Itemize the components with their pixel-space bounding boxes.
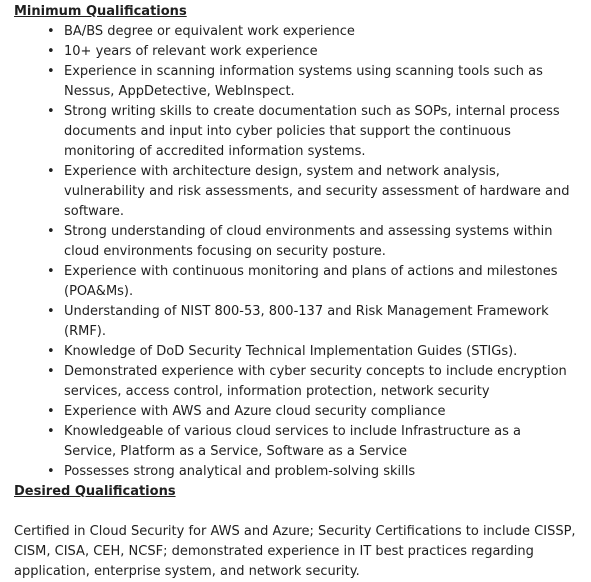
list-item	[47, 222, 591, 262]
list-item	[47, 22, 591, 42]
bullet-icon: •	[47, 24, 55, 39]
list-item	[47, 402, 591, 422]
bullet-icon: •	[47, 344, 55, 359]
list-item	[47, 102, 591, 162]
list-item	[47, 262, 591, 302]
minimum-qualifications-list	[14, 22, 591, 482]
list-item	[47, 362, 591, 402]
list-item	[47, 422, 591, 462]
bullet-icon: •	[47, 404, 55, 419]
bullet-icon: •	[47, 424, 55, 439]
bullet-icon: •	[47, 164, 55, 179]
list-item-text: 10+ years of relevant work experience	[64, 44, 318, 59]
list-item-text: Strong writing skills to create documentation such as SOPs, internal process documents and input into cyber policies that support the continuous monitoring of accredited information systems.	[64, 104, 560, 159]
list-item-text: Experience with AWS and Azure cloud security compliance	[64, 404, 446, 419]
bullet-icon: •	[47, 104, 55, 119]
bullet-icon: •	[47, 64, 55, 79]
bullet-icon: •	[47, 304, 55, 319]
list-item-text: Experience with architecture design, system and network analysis, vulnerability and risk assessments, and security assessment of hardware and software.	[64, 164, 570, 219]
list-item	[47, 42, 591, 62]
list-item-text: Knowledgeable of various cloud services to include Infrastructure as a Service, Platform as a Service, Software as a Service	[64, 424, 521, 459]
paragraph-spacer	[14, 502, 591, 522]
bullet-icon: •	[47, 264, 55, 279]
list-item-text: Experience with continuous monitoring and plans of actions and milestones (POA&Ms).	[64, 264, 558, 299]
list-item-text: Understanding of NIST 800-53, 800-137 and Risk Management Framework (RMF).	[64, 304, 549, 339]
bullet-icon: •	[47, 464, 55, 479]
bullet-icon: •	[47, 364, 55, 379]
list-item	[47, 62, 591, 102]
list-item-text: Knowledge of DoD Security Technical Implementation Guides (STIGs).	[64, 344, 518, 359]
list-item	[47, 162, 591, 222]
list-item	[47, 462, 591, 482]
list-item-text: BA/BS degree or equivalent work experience	[64, 24, 355, 39]
list-item-text: Strong understanding of cloud environments and assessing systems within cloud environments focusing on security posture.	[64, 224, 553, 259]
list-item-text: Possesses strong analytical and problem-solving skills	[64, 464, 416, 479]
desired-qualifications-text: Certified in Cloud Security for AWS and Azure; Security Certifications to include CISSP, CISM, CISA, CEH, NCSF; demonstrated experience in IT best practices regarding application, enterprise system, and network security.	[14, 524, 576, 579]
bullet-icon: •	[47, 44, 55, 59]
minimum-qualifications-heading: Minimum Qualifications	[14, 4, 187, 19]
list-item	[47, 302, 591, 342]
desired-qualifications-heading: Desired Qualifications	[14, 484, 176, 499]
list-item	[47, 342, 591, 362]
list-item-text: Demonstrated experience with cyber security concepts to include encryption services, access control, information protection, network security	[64, 364, 567, 399]
list-item-text: Experience in scanning information systems using scanning tools such as Nessus, AppDetective, WebInspect.	[64, 64, 543, 99]
bullet-icon: •	[47, 224, 55, 239]
